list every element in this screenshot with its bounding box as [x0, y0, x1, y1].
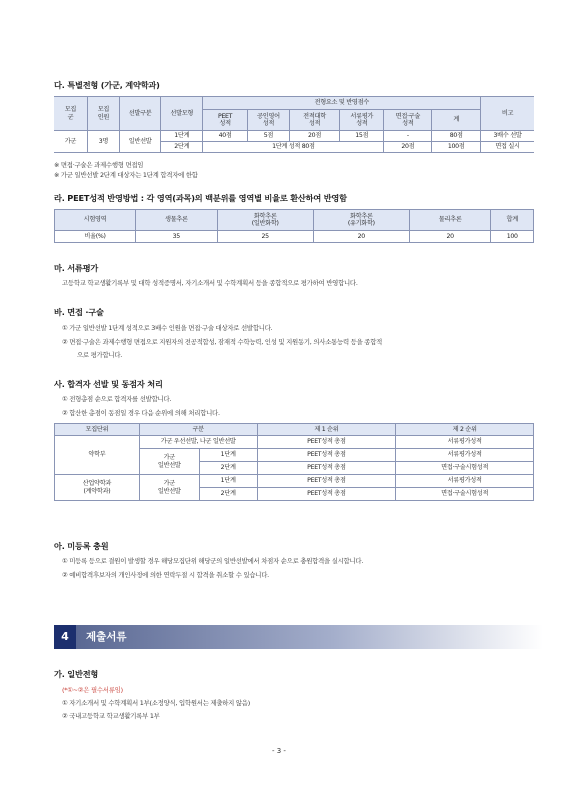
peet-cell-physics: 20: [409, 231, 491, 243]
section-ma-title: 마. 서류평가: [54, 263, 99, 273]
tiebreak-pharmacy: 약학부: [55, 436, 140, 475]
tiebreak-rank2: 면접·구술시험성적: [396, 488, 534, 501]
tiebreak-rank2: 서류평가성적: [396, 449, 534, 462]
cell-unit: 가군: [54, 131, 87, 153]
cell-note2: 면접 실시: [481, 142, 534, 153]
tiebreak-rank1: PEET성적 총점: [257, 488, 396, 501]
tiebreak-table: [54, 423, 534, 501]
note-stage2: ※ 가군 일반선발 2단계 대상자는 1단계 합격자에 한함: [54, 171, 198, 179]
section-ba-title: 바. 면접 ·구술: [54, 307, 104, 317]
submit-item-2: ② 국내고등학교 학교생활기록부 1부: [62, 712, 160, 720]
peet-header-general-chem: 화학추론 (일반화학): [217, 210, 313, 231]
required-documents-note: (*①~②은 필수서류임): [62, 686, 123, 694]
interview-item-2-cont: 으로 평가합니다.: [77, 351, 123, 359]
col-model-header: 선발모형: [161, 97, 203, 131]
col-interview-header: 면접·구술 성적: [384, 110, 432, 131]
tiebreak-header-rank2: 제 2 순위: [396, 424, 534, 436]
cell-stage2: 2단계: [161, 142, 203, 153]
peet-cell-biology: 35: [136, 231, 218, 243]
cell-english: 5점: [247, 131, 289, 142]
col-total-header: 계: [432, 110, 481, 131]
col-unit-header: 모집 군: [54, 97, 87, 131]
peet-cell-organic-chem: 20: [313, 231, 409, 243]
col-count-header: 모집 인원: [87, 97, 119, 131]
selection-item-2: ② 합산한 총점이 동점일 경우 다음 순위에 의해 처리합니다.: [62, 409, 220, 417]
peet-ratio-table: [54, 209, 534, 243]
tiebreak-stage1: 1단계: [199, 449, 257, 462]
section-4-banner: [54, 625, 543, 649]
col-document-header: 서류평가 성적: [340, 110, 384, 131]
tiebreak-rank2: 면접·구술시험성적: [396, 462, 534, 475]
tiebreak-header-rank1: 제 1 순위: [257, 424, 396, 436]
peet-cell-total: 100: [491, 231, 534, 243]
tiebreak-stage1: 1단계: [199, 475, 257, 488]
tiebreak-rank2: 서류평가성적: [396, 475, 534, 488]
peet-header-area: 시험영역: [55, 210, 136, 231]
tiebreak-ga-general: 가군 일반선발: [139, 475, 199, 501]
col-english-header: 공인영어 성적: [247, 110, 289, 131]
peet-header-physics: 물리추론: [409, 210, 491, 231]
vacancy-item-1: ① 미등록 등으로 결원이 발생할 경우 해당모집단위 해당군의 일반선발에서 차점자 순으로 충원합격을 실시합니다.: [62, 557, 364, 565]
section-ra-title: 라. PEET성적 반영방법 : 각 영역(과목)의 백분위를 영역별 비율로 환산하여 반영함: [54, 193, 347, 203]
cell-gpa: 20점: [290, 131, 340, 142]
cell-document: 15점: [340, 131, 384, 142]
col-note-header: 비고: [481, 97, 534, 131]
selection-item-1: ① 전형총점 순으로 합격자를 선발합니다.: [62, 395, 172, 403]
cell-note: 3배수 선발: [481, 131, 534, 142]
section-4-title: 제출서류: [86, 631, 127, 643]
tiebreak-header-unit: 모집단위: [55, 424, 140, 436]
peet-header-biology: 생물추론: [136, 210, 218, 231]
page-number: - 3 -: [272, 747, 286, 755]
peet-cell-general-chem: 25: [217, 231, 313, 243]
cell-peet: 40점: [203, 131, 247, 142]
tiebreak-header-division: 구분: [139, 424, 257, 436]
cell-type: 일반선발: [120, 131, 161, 153]
cell-stage1-score: 1단계 성적 80점: [203, 142, 384, 153]
peet-header-organic-chem: 화학추론 (유기화학): [313, 210, 409, 231]
special-admission-table: [54, 96, 534, 153]
col-elements-header: 전형요소 및 반영점수: [203, 97, 481, 110]
tiebreak-rank1: PEET성적 총점: [257, 449, 396, 462]
tiebreak-stage2: 2단계: [199, 488, 257, 501]
col-type-header: 선발구분: [120, 97, 161, 131]
cell-stage1: 1단계: [161, 131, 203, 142]
peet-header-total: 합계: [491, 210, 534, 231]
section-sa-title: 사. 합격자 선발 및 동점자 처리: [54, 379, 163, 389]
tiebreak-rank1: PEET성적 총점: [257, 436, 396, 449]
cell-count: 3명: [87, 131, 119, 153]
interview-item-2: ② 면접·구술은 과제수행형 면접으로 지원자의 전공적합성, 잠재적 수학능력, 인성 및 지원동기, 의사소통능력 등을 종합적: [62, 338, 383, 346]
note-interview: ※ 면접·구술은 과제수행형 면접임: [54, 161, 144, 169]
submit-item-1: ① 자기소개서 및 수학계획서 1부(소정양식, 입학원서는 제출하지 않음): [62, 699, 250, 707]
col-gpa-header: 전적대학 성적: [290, 110, 340, 131]
cell-total: 80점: [432, 131, 481, 142]
section-da-title: 다. 특별전형 (가군, 계약학과): [54, 80, 160, 90]
col-peet-header: PEET 성적: [203, 110, 247, 131]
tiebreak-stage2: 2단계: [199, 462, 257, 475]
tiebreak-rank1: PEET성적 총점: [257, 462, 396, 475]
section-a-title: 아. 미등록 충원: [54, 541, 109, 551]
section-4-number: 4: [54, 625, 76, 649]
tiebreak-rank2: 서류평가성적: [396, 436, 534, 449]
tiebreak-rank1: PEET성적 총점: [257, 475, 396, 488]
section-4-bar: [76, 625, 543, 649]
peet-cell-label: 비율(%): [55, 231, 136, 243]
general-admission-title: 가. 일반전형: [54, 669, 99, 679]
tiebreak-priority-division: 가군 우선선발, 나군 일반선발: [139, 436, 257, 449]
cell-total2: 100점: [432, 142, 481, 153]
cell-interview2: 20점: [384, 142, 432, 153]
tiebreak-industry: 산업약학과 (계약학과): [55, 475, 140, 501]
document-eval-text: 고등학교 학교생활기록부 및 대학 성적증명서, 자기소개서 및 수학계획서 등을 종합적으로 평가하여 반영합니다.: [62, 279, 358, 287]
tiebreak-ga-general: 가군 일반선발: [139, 449, 199, 475]
cell-interview: -: [384, 131, 432, 142]
interview-item-1: ① 가군 일반선발 1단계 성적으로 3배수 인원을 면접·구술 대상자로 선발합니다.: [62, 324, 273, 332]
vacancy-item-2: ② 예비합격후보자의 개인사정에 의한 연락두절 시 합격을 취소할 수 있습니다.: [62, 571, 269, 579]
